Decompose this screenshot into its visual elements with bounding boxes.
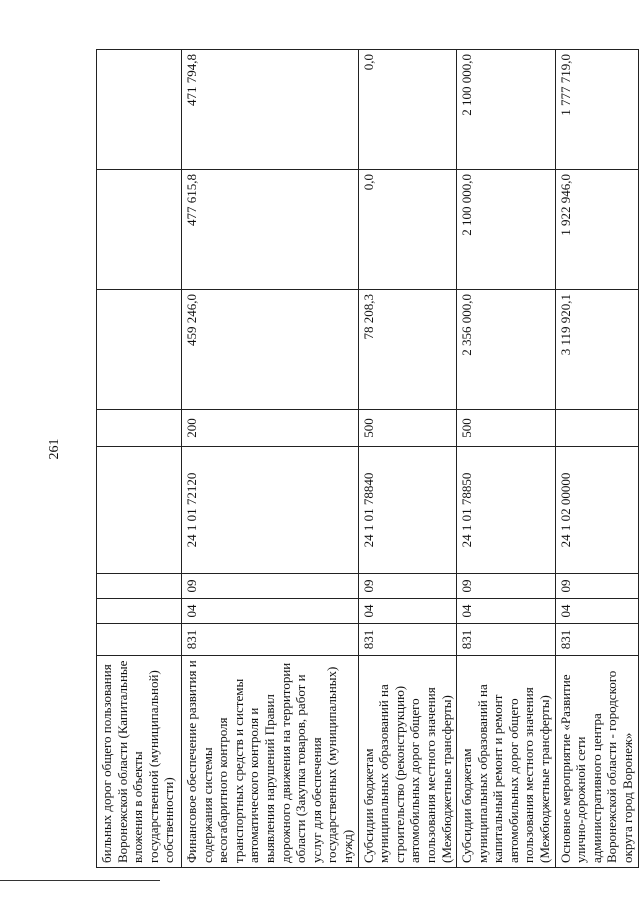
amount-year-1: 78 208,3 (358, 290, 457, 410)
target-article-code: 24 1 01 78840 (358, 447, 457, 574)
amount-year-2: 477 615,8 (182, 170, 359, 290)
table-row (457, 50, 556, 868)
budget-table (96, 49, 639, 868)
row-name: Субсидии бюджетам муниципальных образований на строительство (реконструкцию) автомобильных дорог общего пользования местного значения (Межбюджетные трансферты) (358, 656, 457, 868)
expense-type-code (97, 410, 182, 447)
grbs-code (97, 624, 182, 656)
section-code: 04 (457, 599, 556, 624)
amount-year-2 (97, 170, 182, 290)
subsection-code: 09 (182, 574, 359, 599)
row-name: Финансовое обеспечение развития и содержания системы весогабаритного контроля транспортных средств и системы автоматического контроля и выявления нарушений Правил дорожного движения на территории области (Закупка товаров, работ и услуг для обеспечения государственных (муниципальных) нужд) (182, 656, 359, 868)
grbs-code: 831 (555, 624, 638, 656)
section-code: 04 (358, 599, 457, 624)
subsection-code (97, 574, 182, 599)
amount-year-1: 2 356 000,0 (457, 290, 556, 410)
footnote-divider (0, 880, 160, 881)
amount-year-2: 0,0 (358, 170, 457, 290)
grbs-code: 831 (182, 624, 359, 656)
amount-year-2: 2 100 000,0 (457, 170, 556, 290)
section-code: 04 (182, 599, 359, 624)
subsection-code: 09 (555, 574, 638, 599)
section-code: 04 (555, 599, 638, 624)
amount-year-3: 0,0 (358, 50, 457, 170)
page-number: 261 (47, 438, 62, 460)
amount-year-1: 459 246,0 (182, 290, 359, 410)
expense-type-code: 500 (358, 410, 457, 447)
grbs-code: 831 (457, 624, 556, 656)
target-article-code: 24 1 01 78850 (457, 447, 556, 574)
amount-year-3 (97, 50, 182, 170)
subsection-code: 09 (358, 574, 457, 599)
rotated-table-block (96, 50, 636, 868)
amount-year-1 (97, 290, 182, 410)
expense-type-code (555, 410, 638, 447)
subsection-code: 09 (457, 574, 556, 599)
row-name: Основное мероприятие «Развитие улично-дорожной сети административного центра Воронежской области - городского округа город Воронеж» (555, 656, 638, 868)
target-article-code: 24 1 01 72120 (182, 447, 359, 574)
amount-year-3: 1 777 719,0 (555, 50, 638, 170)
table-row (358, 50, 457, 868)
amount-year-1: 3 119 920,1 (555, 290, 638, 410)
table-row (555, 50, 638, 868)
grbs-code: 831 (358, 624, 457, 656)
section-code (97, 599, 182, 624)
table-row (97, 50, 182, 868)
expense-type-code: 500 (457, 410, 556, 447)
amount-year-2: 1 922 946,0 (555, 170, 638, 290)
amount-year-3: 2 100 000,0 (457, 50, 556, 170)
table-row (182, 50, 359, 868)
amount-year-3: 471 794,8 (182, 50, 359, 170)
row-name: Субсидии бюджетам муниципальных образований на капитальный ремонт и ремонт автомобильных дорог общего пользования местного значения (Межбюджетные трансферты) (457, 656, 556, 868)
target-article-code: 24 1 02 00000 (555, 447, 638, 574)
target-article-code (97, 447, 182, 574)
expense-type-code: 200 (182, 410, 359, 447)
row-name: бильных дорог общего пользования Воронежской области (Капитальные вложения в объекты государственной (муниципальной) собственности) (97, 656, 182, 868)
